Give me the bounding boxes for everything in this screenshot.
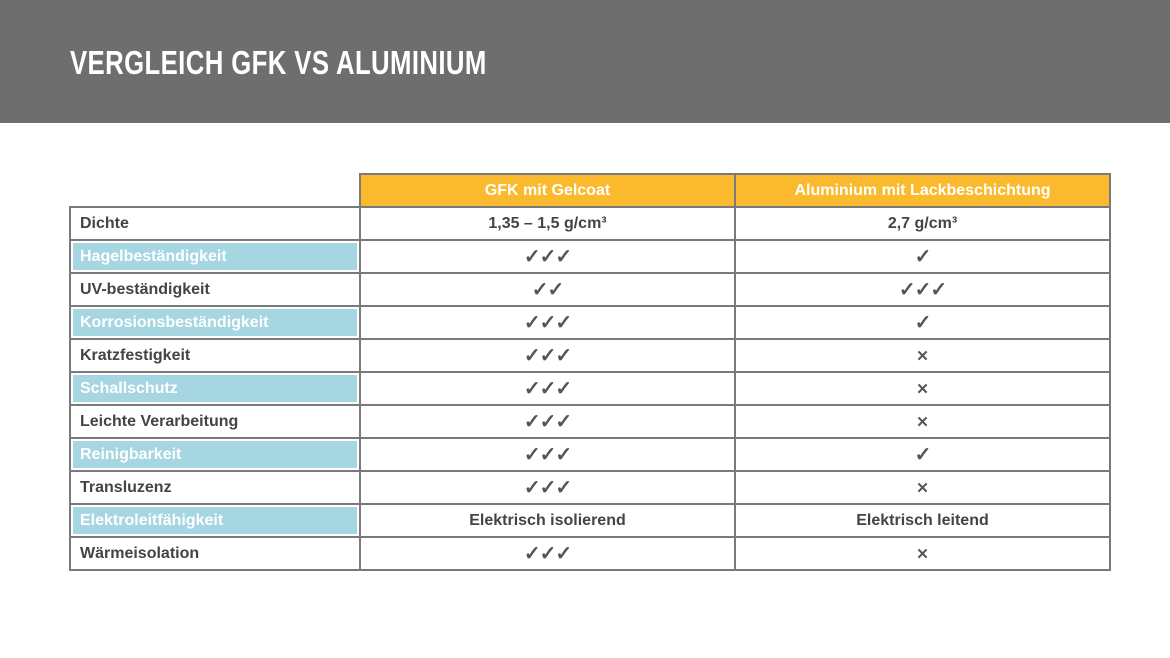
table-row bbox=[70, 306, 1110, 339]
aluminium-value: ✕ bbox=[735, 405, 1110, 438]
gfk-value: ✓✓✓ bbox=[360, 438, 735, 471]
table-row bbox=[70, 405, 1110, 438]
gfk-value: ✓✓✓ bbox=[360, 405, 735, 438]
comparison-table bbox=[69, 173, 1111, 571]
table-row bbox=[70, 471, 1110, 504]
aluminium-value: ✕ bbox=[735, 372, 1110, 405]
aluminium-value: ✕ bbox=[735, 537, 1110, 570]
gfk-value: ✓✓✓ bbox=[360, 306, 735, 339]
gfk-value: ✓✓✓ bbox=[360, 339, 735, 372]
table-row bbox=[70, 339, 1110, 372]
column-header-gfk: GFK mit Gelcoat bbox=[360, 174, 735, 207]
gfk-value: ✓✓✓ bbox=[360, 471, 735, 504]
row-label: Schallschutz bbox=[70, 372, 360, 405]
row-label: Elektroleitfähigkeit bbox=[70, 504, 360, 537]
table-row bbox=[70, 504, 1110, 537]
gfk-value: ✓✓✓ bbox=[360, 240, 735, 273]
aluminium-value: Elektrisch leitend bbox=[735, 504, 1110, 537]
page-title: VERGLEICH GFK VS ALUMINIUM bbox=[70, 44, 487, 81]
aluminium-value: ✕ bbox=[735, 471, 1110, 504]
column-header-aluminium: Aluminium mit Lackbeschichtung bbox=[735, 174, 1110, 207]
row-label: Reinigbarkeit bbox=[70, 438, 360, 471]
row-label: Korrosionsbeständigkeit bbox=[70, 306, 360, 339]
header-empty-cell bbox=[70, 174, 360, 207]
table-header-row bbox=[70, 174, 1110, 207]
table-row bbox=[70, 273, 1110, 306]
row-label: Kratzfestigkeit bbox=[70, 339, 360, 372]
gfk-value: Elektrisch isolierend bbox=[360, 504, 735, 537]
gfk-value: ✓✓ bbox=[360, 273, 735, 306]
row-label: Wärmeisolation bbox=[70, 537, 360, 570]
table-row bbox=[70, 438, 1110, 471]
aluminium-value: ✓ bbox=[735, 306, 1110, 339]
table-row bbox=[70, 240, 1110, 273]
gfk-value: 1,35 – 1,5 g/cm³ bbox=[360, 207, 735, 240]
aluminium-value: ✓ bbox=[735, 240, 1110, 273]
row-label: Transluzenz bbox=[70, 471, 360, 504]
table-row bbox=[70, 207, 1110, 240]
row-label: Dichte bbox=[70, 207, 360, 240]
row-label: Hagelbeständigkeit bbox=[70, 240, 360, 273]
aluminium-value: ✓ bbox=[735, 438, 1110, 471]
row-label: UV-beständigkeit bbox=[70, 273, 360, 306]
table-row bbox=[70, 372, 1110, 405]
gfk-value: ✓✓✓ bbox=[360, 537, 735, 570]
header-bar bbox=[0, 0, 1170, 123]
gfk-value: ✓✓✓ bbox=[360, 372, 735, 405]
aluminium-value: ✓✓✓ bbox=[735, 273, 1110, 306]
aluminium-value: 2,7 g/cm³ bbox=[735, 207, 1110, 240]
aluminium-value: ✕ bbox=[735, 339, 1110, 372]
table-row bbox=[70, 537, 1110, 570]
row-label: Leichte Verarbeitung bbox=[70, 405, 360, 438]
